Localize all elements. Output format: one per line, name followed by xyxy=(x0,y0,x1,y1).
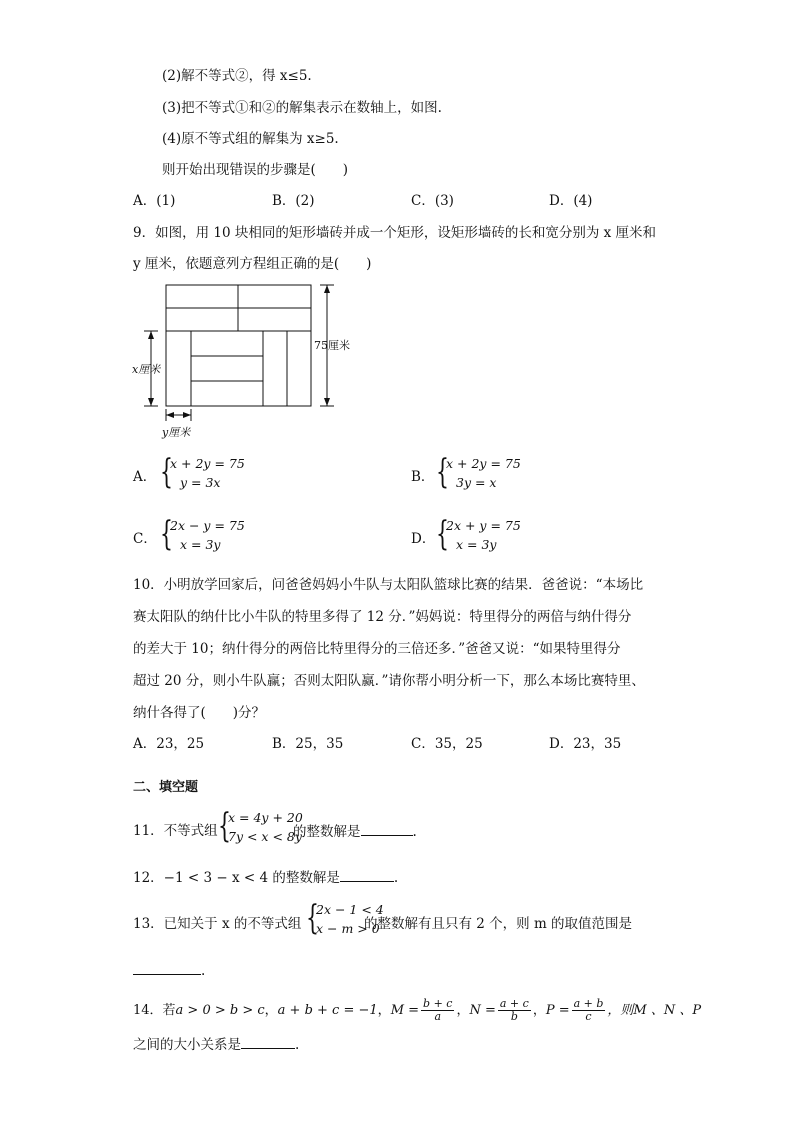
q12-line xyxy=(133,867,398,888)
q10-option-a: A．23，25 xyxy=(133,736,205,752)
q9-line2: y 厘米，依题意列方程组正确的是( ) xyxy=(133,256,372,272)
q9-option-d-letter: D． xyxy=(411,531,436,547)
q10-line5: 纳什各得了( )分？ xyxy=(133,705,266,721)
eq2: x = 3y xyxy=(456,537,497,552)
q11-suffix-text: 的整数解是 xyxy=(293,824,361,840)
q14-M-frac xyxy=(421,998,454,1023)
q8-step3: (3)把不等式①和②的解集表示在数轴上，如图. xyxy=(162,100,442,116)
q10-line2: 赛太阳队的纳什比小牛队的特里多得了 12 分．”妈妈说：特里得分的两倍与纳什得分 xyxy=(133,609,632,625)
label-x: x厘米 xyxy=(132,363,161,376)
eq1: 2x − y = 75 xyxy=(170,518,245,533)
q9-option-a-letter: A． xyxy=(133,469,157,485)
q8-option-a: A．(1) xyxy=(133,193,176,209)
q10-option-d: D．23，35 xyxy=(549,736,622,752)
eq2: x − m > 0 xyxy=(316,921,380,936)
q13-prefix: 13．已知关于 x 的不等式组 xyxy=(133,916,302,932)
q8-option-b: B．(2) xyxy=(272,193,315,209)
den: c xyxy=(585,1010,592,1023)
q11-system: { x = 4y + 20 7y < x < 8y xyxy=(218,806,303,846)
q13-suffix: 的整数解有且只有 2 个，则 m 的取值范围是 xyxy=(364,916,633,932)
q9-option-a-system: { x + 2y = 75 y = 3x xyxy=(160,452,245,492)
q14-M: M = xyxy=(390,1003,420,1018)
q14-cond2: a + b + c = −1 xyxy=(277,1003,378,1018)
q14-N: N = xyxy=(469,1003,496,1018)
q14-line2 xyxy=(133,1034,299,1055)
q12-answer-blank[interactable] xyxy=(340,867,394,882)
eq1: x + 2y = 75 xyxy=(446,456,521,471)
num: b + c xyxy=(423,997,453,1010)
q12-text: 12．−1 < 3 − x < 4 的整数解是 xyxy=(133,870,340,886)
den: b xyxy=(510,1010,518,1023)
q14-N-frac xyxy=(498,998,531,1023)
q10-line4: 超过 20 分，则小牛队赢；否则太阳队赢．”请你帮小明分析一下，那么本场比赛特里、 xyxy=(133,673,645,689)
q9-line1: 9．如图，用 10 块相同的矩形墙砖并成一个矩形，设矩形墙砖的长和宽分别为 x 厘米和 xyxy=(133,225,657,241)
q8-question: 则开始出现错误的步骤是( ) xyxy=(162,162,349,178)
num: a + b xyxy=(573,997,604,1010)
eq2: y = 3x xyxy=(180,475,221,490)
num: a + c xyxy=(499,997,529,1010)
q14-P: P = xyxy=(545,1003,570,1018)
q14-line2-text: 之间的大小关系是 xyxy=(133,1037,241,1053)
eq2: 3y = x xyxy=(456,475,497,490)
q11-prefix: 11．不等式组 xyxy=(133,823,218,839)
q14-end: . xyxy=(295,1037,300,1053)
q10-line3: 的差大于 10；纳什得分的两倍比特里得分的三倍还多．”爸爸又说：“如果特里得分 xyxy=(133,641,621,657)
q10-option-c: C．35，25 xyxy=(411,736,483,752)
eq2: x = 3y xyxy=(180,537,221,552)
q9-option-b-letter: B． xyxy=(411,469,435,485)
eq2: 7y < x < 8y xyxy=(228,829,302,844)
q14-line1: 14．若a > 0 > b > c，a + b + c = −1，M = $\frac{b + c}{a}$ ，N = $\frac{a + c}{b}$ ，P = $\frac{a + b}{c}$ ，则M 、N 、P xyxy=(133,997,702,1023)
q8-option-d: D．(4) xyxy=(549,193,593,209)
label-y: y厘米 xyxy=(162,426,191,439)
q14-P-frac xyxy=(572,998,606,1023)
section-title: 二、填空题 xyxy=(133,780,199,795)
q8-step2: (2)解不等式②，得 x≤5. xyxy=(162,68,312,84)
q9-figure xyxy=(130,280,360,445)
q11-end: . xyxy=(412,824,417,840)
q10-option-b: B．25，35 xyxy=(272,736,344,752)
q9-option-c-system: { 2x − y = 75 x = 3y xyxy=(160,514,245,554)
den: a xyxy=(434,1010,442,1023)
q14-cond1: a > 0 > b > c xyxy=(175,1003,265,1018)
q12-end: . xyxy=(393,870,399,886)
q8-option-c: C．(3) xyxy=(411,193,454,209)
q11-suffix xyxy=(293,821,417,842)
q11-answer-blank[interactable] xyxy=(361,821,413,836)
q14-answer-blank[interactable] xyxy=(241,1034,295,1049)
eq1: 2x − 1 < 4 xyxy=(316,902,384,917)
q10-line1: 10．小明放学回家后，问爸爸妈妈小牛队与太阳队篮球比赛的结果．爸爸说：“本场比 xyxy=(133,577,644,593)
eq1: x + 2y = 75 xyxy=(170,456,245,471)
q13-answer-line xyxy=(133,960,205,981)
q13-answer-blank[interactable] xyxy=(133,960,201,975)
q14-prefix: 14．若 xyxy=(133,1003,176,1018)
eq1: x = 4y + 20 xyxy=(228,810,303,825)
q9-option-d-system: { 2x + y = 75 x = 3y xyxy=(436,514,521,554)
q9-option-b-system: { x + 2y = 75 3y = x xyxy=(436,452,521,492)
q13-system: { 2x − 1 < 4 x − m > 0 xyxy=(306,898,384,938)
label-75: 75厘米 xyxy=(314,339,350,352)
q8-step4: (4)原不等式组的解集为 x≥5. xyxy=(162,131,339,147)
bottom-block xyxy=(166,331,311,406)
q14-tail: ，则M 、N 、P xyxy=(607,1003,702,1018)
eq1: 2x + y = 75 xyxy=(446,518,521,533)
q9-option-c-letter: C． xyxy=(133,531,157,547)
q13-end: . xyxy=(201,963,206,979)
